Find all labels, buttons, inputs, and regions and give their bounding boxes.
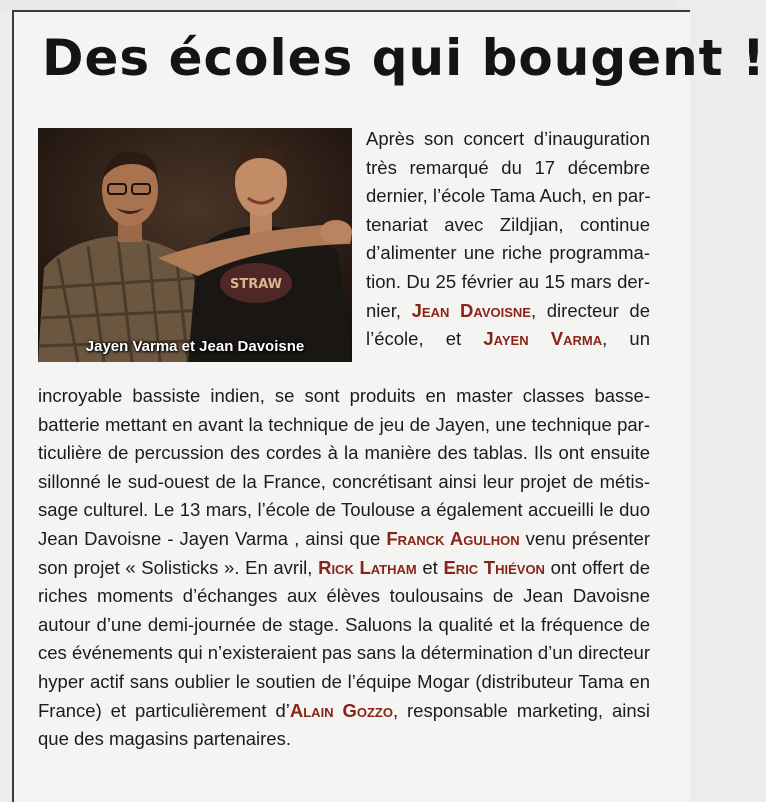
text-line [38,554,650,583]
text-fragment: France) et particulièrement d’ [38,699,290,721]
text-line: tenariat avec Zildjian, continue [366,213,650,235]
text-line: Après son concert d’inauguration [366,128,650,149]
text-line: riches moments d’échanges aux élèves toulousains de Jean Davoisne [38,585,650,607]
article-full-width-text [38,382,650,754]
article-photo [38,128,352,362]
shirt-logo-text: STRAW [229,277,283,292]
text-line-last: que des magasins partenaires. [38,728,291,750]
text-line: batterie mettant en avant la technique de jeu de Jayen, une technique par- [38,413,650,435]
person-name-rick-latham: Rick Latham [318,556,417,578]
text-fragment: son projet « Solisticks ». En avril, [38,556,319,578]
text-fragment: et [416,556,444,578]
person-name-eric-thievon: Eric Thiévon [443,556,545,578]
text-line: ces événements qui n’existeraient pas sans la détermination d’un directeur [38,642,650,664]
text-line: très remarqué du 17 décembre [366,156,650,178]
photo-illustration [38,128,352,362]
text-line: incroyable bassiste indien, se sont produits en master classes basse- [38,385,650,406]
text-fragment: Jean Davoisne - Jayen Varma , ainsi que [38,527,387,549]
text-line: tion. Du 25 février au 15 mars der- [366,270,650,292]
page-top-strip [0,0,676,10]
text-line [38,697,650,726]
text-fragment: , un [602,328,651,350]
person-name-jean-davoisne: Jean Davoisne [411,299,531,321]
text-line: sillonné le sud-ouest de la France, concrétisant ainsi leur projet de métis- [38,470,650,492]
text-fragment: l’école, et [366,328,484,350]
person-name-franck-agulhon: Franck Agulhon [386,527,520,549]
photo-caption: Jayen Varma et Jean Davoisne [85,338,305,355]
text-line: hyper actif sans oublier le soutien de l’équipe Mogar (distributeur Tama en [38,670,650,692]
text-fragment: , responsable marketing, ainsi [392,699,650,721]
text-line: d’alimenter une riche programma- [366,242,650,264]
text-line [366,297,650,326]
text-line [366,325,650,354]
text-line: dernier, l’école Tama Auch, en par- [366,185,651,207]
article-title: Des écoles qui bougent ! [42,29,766,87]
text-fragment: venu présenter [519,527,650,549]
article-wrap-column [366,125,650,354]
text-line [38,525,650,554]
text-fragment: ont offert de [544,556,650,578]
text-fragment: nier, [366,299,412,321]
person-name-alain-gozzo: Alain Gozzo [289,699,393,721]
text-line: sage culturel. Le 13 mars, l’école de Toulouse a également accueilli le duo [38,499,650,521]
person-name-jayen-varma: Jayen Varma [483,328,603,350]
text-line: autour d’une demi-journée de stage. Saluons la qualité et la fréquence de [38,613,650,635]
text-fragment: , directeur de [530,299,650,321]
text-line: ticulière de percussion des cordes à la manière des tablas. Ils ont ensuite [38,442,650,464]
